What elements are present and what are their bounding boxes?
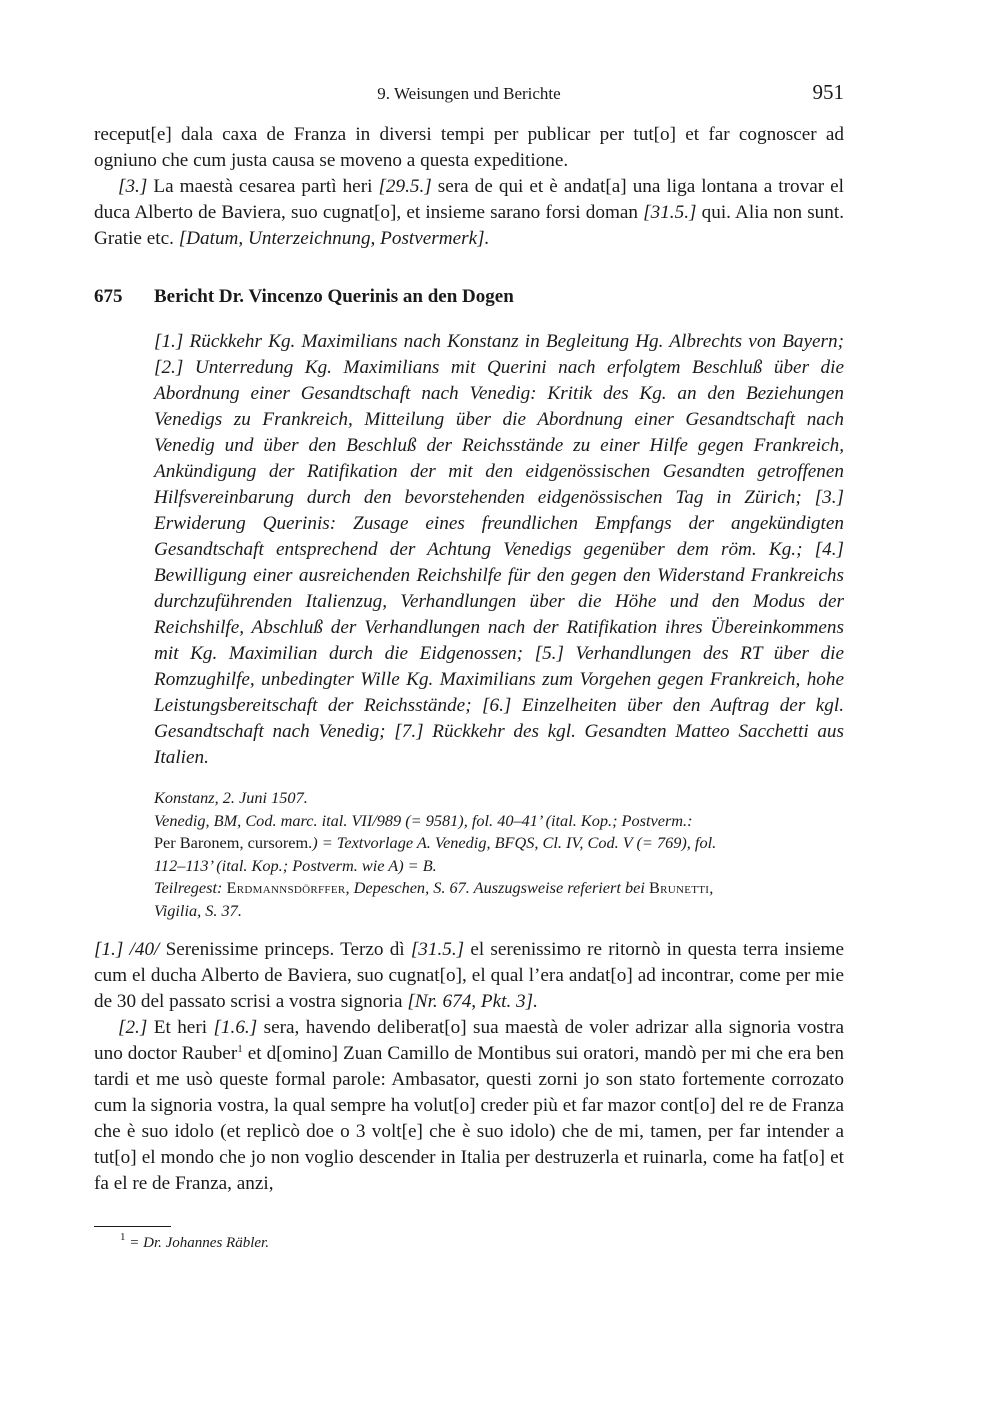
paragraph: [2.] Et heri [1.6.] sera, havendo deliberat[o] sua maestà de voler adrizar alla signoria vostra uno doctor Rauber$^1$ et d[omino] Zuan Camillo de Montibus sui oratori, mandò per mi che era ben tardi et me usò queste formal parole: Ambasator, questi zorni jo son stato fortemente corrozato cum la signoria vostra, la qual sempre ha volut[o] creder più et far mazor cont[o] del re de Franza che è suo idolo (et replicò doe o 3 volt[e] che è suo idolo) che de mi, tamen, per far intender a tut[o] el mondo che jo non voglio descender in Italia per destruzerla et ruinarla, come ha fat[o] et fa el re de Franza, anzi, [94,1017,844,1194]
teilregest: Teilregest: Erdmannsdörffer, Depeschen, S. 67. Auszugsweise referiert bei Brunetti, [154,878,714,898]
source-apparatus [154,787,844,923]
source-a-cont: Per Baronem, cursorem.) = Textvorlage A. Venedig, BFQS, Cl. IV, Cod. V (= 769), fol. [154,833,717,853]
footnote: $^1$ = Dr. Johannes Räbler. [120,1231,269,1251]
paragraph: [3.] La maestà cesarea partì heri [29.5.] sera de qui et è andat[a] una liga lontana a trovar el duca Alberto de Baviera, suo cugnat[o], et insieme sarano forsi doman [31.5.] qui. Alia non sunt. Gratie etc. [Datum, Unterzeichnung, Postvermerk]. [94,176,844,249]
footnote-marker: 1 [120,1231,126,1243]
regest: [1.] Rückkehr Kg. Maximilians nach Konstanz in Begleitung Hg. Albrechts von Bayern; [2.] Unterredung Kg. Maximilians mit Querini nach erfolgtem Beschluß über die Abordnung einer Gesandtschaft nach Venedig: Kritik des Kg. an den Beziehungen Venedigs zu Frankreich, Mitteilung über die Abordnung einer Gesandtschaft nach Venedig und über den Beschluß der Reichsstände zu einer Hilfe gegen Frankreich, Ankündigung der Ratifikation der mit den eidgenössischen Gesandten getroffenen Hilfsvereinbarung durch den bevorstehenden eidgenössischen Tag in Zürich; [3.] Erwiderung Querinis: Zusage eines freundlichen Empfangs der angekündigten Gesandtschaft entsprechend der Achtung Venedigs gegenüber dem röm. Kg.; [4.] Bewilligung einer ausreichenden Reichshilfe für den gegen den Widerstand Frankreichs durchzuführenden Italienzug, Verhandlungen über die Höhe und den Modus der Reichshilfe, Abschluß der Verhandlungen nach der Ratifikation ihres Übereinkommens mit Kg. Maximilian durch die Eidgenossen; [5.] Verhandlungen des RT über die Romzughilfe, unbedingter Wille Kg. Maximilians zum Vorgehen gegen Frankreich, hohe Leistungsbereitschaft der Reichsstände; [6.] Einzelheiten über den Auftrag der kgl. Gesandtschaft nach Venedig; [7.] Rückkehr des kgl. Gesandten Matteo Sacchetti aus Italien. [154,331,844,768]
place-date: Konstanz, 2. Juni 1507. [154,788,308,807]
paragraph: receput[e] dala caxa de Franza in diversi tempi per publicar per tut[o] et far cognoscer ad ogniuno che cum justa causa se moveno a questa expeditione. [94,124,844,171]
previous-document-text [94,122,844,252]
report-text [94,937,844,1197]
running-head [94,80,844,110]
document-title: Bericht Dr. Vincenzo Querinis an den Dogen [154,286,514,307]
document-number: 675 [94,286,123,307]
source-b: 112–113’ (ital. Kop.; Postverm. wie A) = B. [154,855,437,875]
source-a: Venedig, BM, Cod. marc. ital. VII/989 (= 9581), fol. 40–41’ (ital. Kop.; Postverm.: [154,810,693,830]
teilregest-cont: Vigilia, S. 37. [154,900,242,920]
page-number: 951 [812,80,844,104]
footnote-reference[interactable]: 1 [237,1043,243,1055]
paragraph: [1.] /40/ Serenissime princeps. Terzo dì [31.5.] el serenissimo re ritornò in questa terra insieme cum el ducha Alberto de Baviera, suo cugnat[o], el qual l’era andat[o] ad incontrar, come per mie de 30 del passato scrisi a vostra signoria [Nr. 674, Pkt. 3]. [94,939,844,1012]
running-title: 9. Weisungen und Berichte [377,84,561,103]
footnote-rule [94,1226,171,1227]
